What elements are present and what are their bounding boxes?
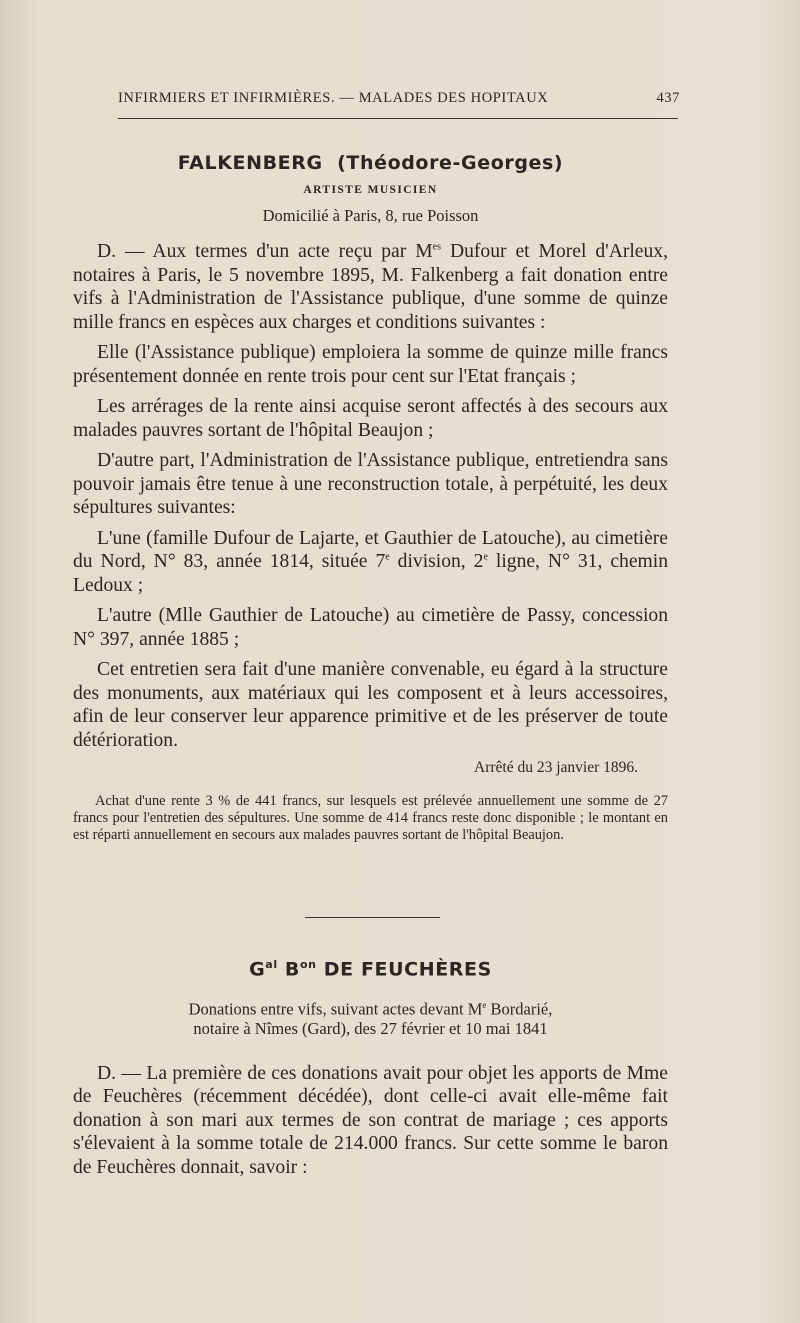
paragraph-6: L'autre (Mlle Gauthier de Latouche) au cimetière de Passy, concession N° 397, année 1885 ; <box>73 605 668 650</box>
section-falkenberg <box>73 152 668 844</box>
arrete-date: Arrêté du 23 janvier 1896. <box>474 759 638 776</box>
section-divider <box>305 917 440 918</box>
paragraph-7: Cet entretien sera fait d'une manière convenable, eu égard à la structure des monuments, aux matériaux qui les composent et à leurs accessoires, afin de leur conserver leur apparence primitive et de les préserver de toute détérioration. <box>73 659 668 751</box>
paragraph-2: Elle (l'Assistance publique) emploiera la somme de quinze mille francs présentement donnée en rente trois pour cent sur l'Etat français ; <box>73 342 668 387</box>
donations-line: Donations entre vifs, suivant actes devant Me Bordarié, notaire à Nîmes (Gard), des 27 février et 10 mai 1841 <box>188 999 553 1038</box>
paragraph-1: D. — Aux termes d'un acte reçu par $M^{es}$ Dufour et Morel d'Arleux, notaires à Paris, le 5 novembre 1895, M. Falkenberg a fait donation entre vifs à l'Administration de l'Assistance publique, d'une somme de quinze mille francs en espèces aux charges et conditions suivantes : <box>73 241 668 333</box>
paragraph-5: L'une (famille Dufour de Lajarte, et Gauthier de Latouche), au cimetière du Nord, N° 83, année 1814, située 7e division, 2e ligne, N° 31, chemin Ledoux ; <box>73 527 668 596</box>
footnote: Achat d'une rente 3 % de 441 francs, sur lesquels est prélevée annuellement une somme de 27 francs pour l'entretien des sépultures. Une somme de 414 francs reste donc disponible ; le montant en est réparti annuellement en secours aux malades pauvres sortant de l'hôpital Beaujon. <box>73 793 668 843</box>
paragraph-feucheres-1: D. — La première de ces donations avait pour objet les apports de Mme de Feuchères (récemment décédée), dont celle-ci avait elle-même fait donation à son mari aux termes de son contrat de mariage ; ces apports s'élevaient à la somme totale de 214.000 francs. Sur cette somme le baron de Feuchères donnait, savoir : <box>73 1062 668 1178</box>
body-text <box>73 240 668 752</box>
section-title: $G^{al}$ $B^{on}$ DE FEUCHÈRES <box>249 958 492 981</box>
page-number: 437 <box>656 90 680 106</box>
paragraph-3: Les arrérages de la rente ainsi acquise seront affectés à des secours aux malades pauvres sortant de l'hôpital Beaujon ; <box>73 396 668 441</box>
running-head <box>118 90 680 107</box>
address-line: Domicilié à Paris, 8, rue Poisson <box>262 206 479 225</box>
section-title-surname: FALKENBERG <box>177 152 323 174</box>
profession-line: ARTISTE MUSICIEN <box>303 184 438 196</box>
section-title-given-names: (Théodore-Georges) <box>337 152 564 174</box>
section-feucheres <box>73 958 668 1186</box>
header-rule <box>118 118 678 119</box>
section-title <box>73 152 668 174</box>
running-title: INFIRMIERS ET INFIRMIÈRES. — MALADES DES HOPITAUX <box>118 90 549 106</box>
paragraph-4: D'autre part, l'Administration de l'Assistance publique, entretiendra sans pouvoir jamais être tenue à une reconstruction totale, à perpétuité, les deux sépultures suivantes: <box>73 450 668 518</box>
